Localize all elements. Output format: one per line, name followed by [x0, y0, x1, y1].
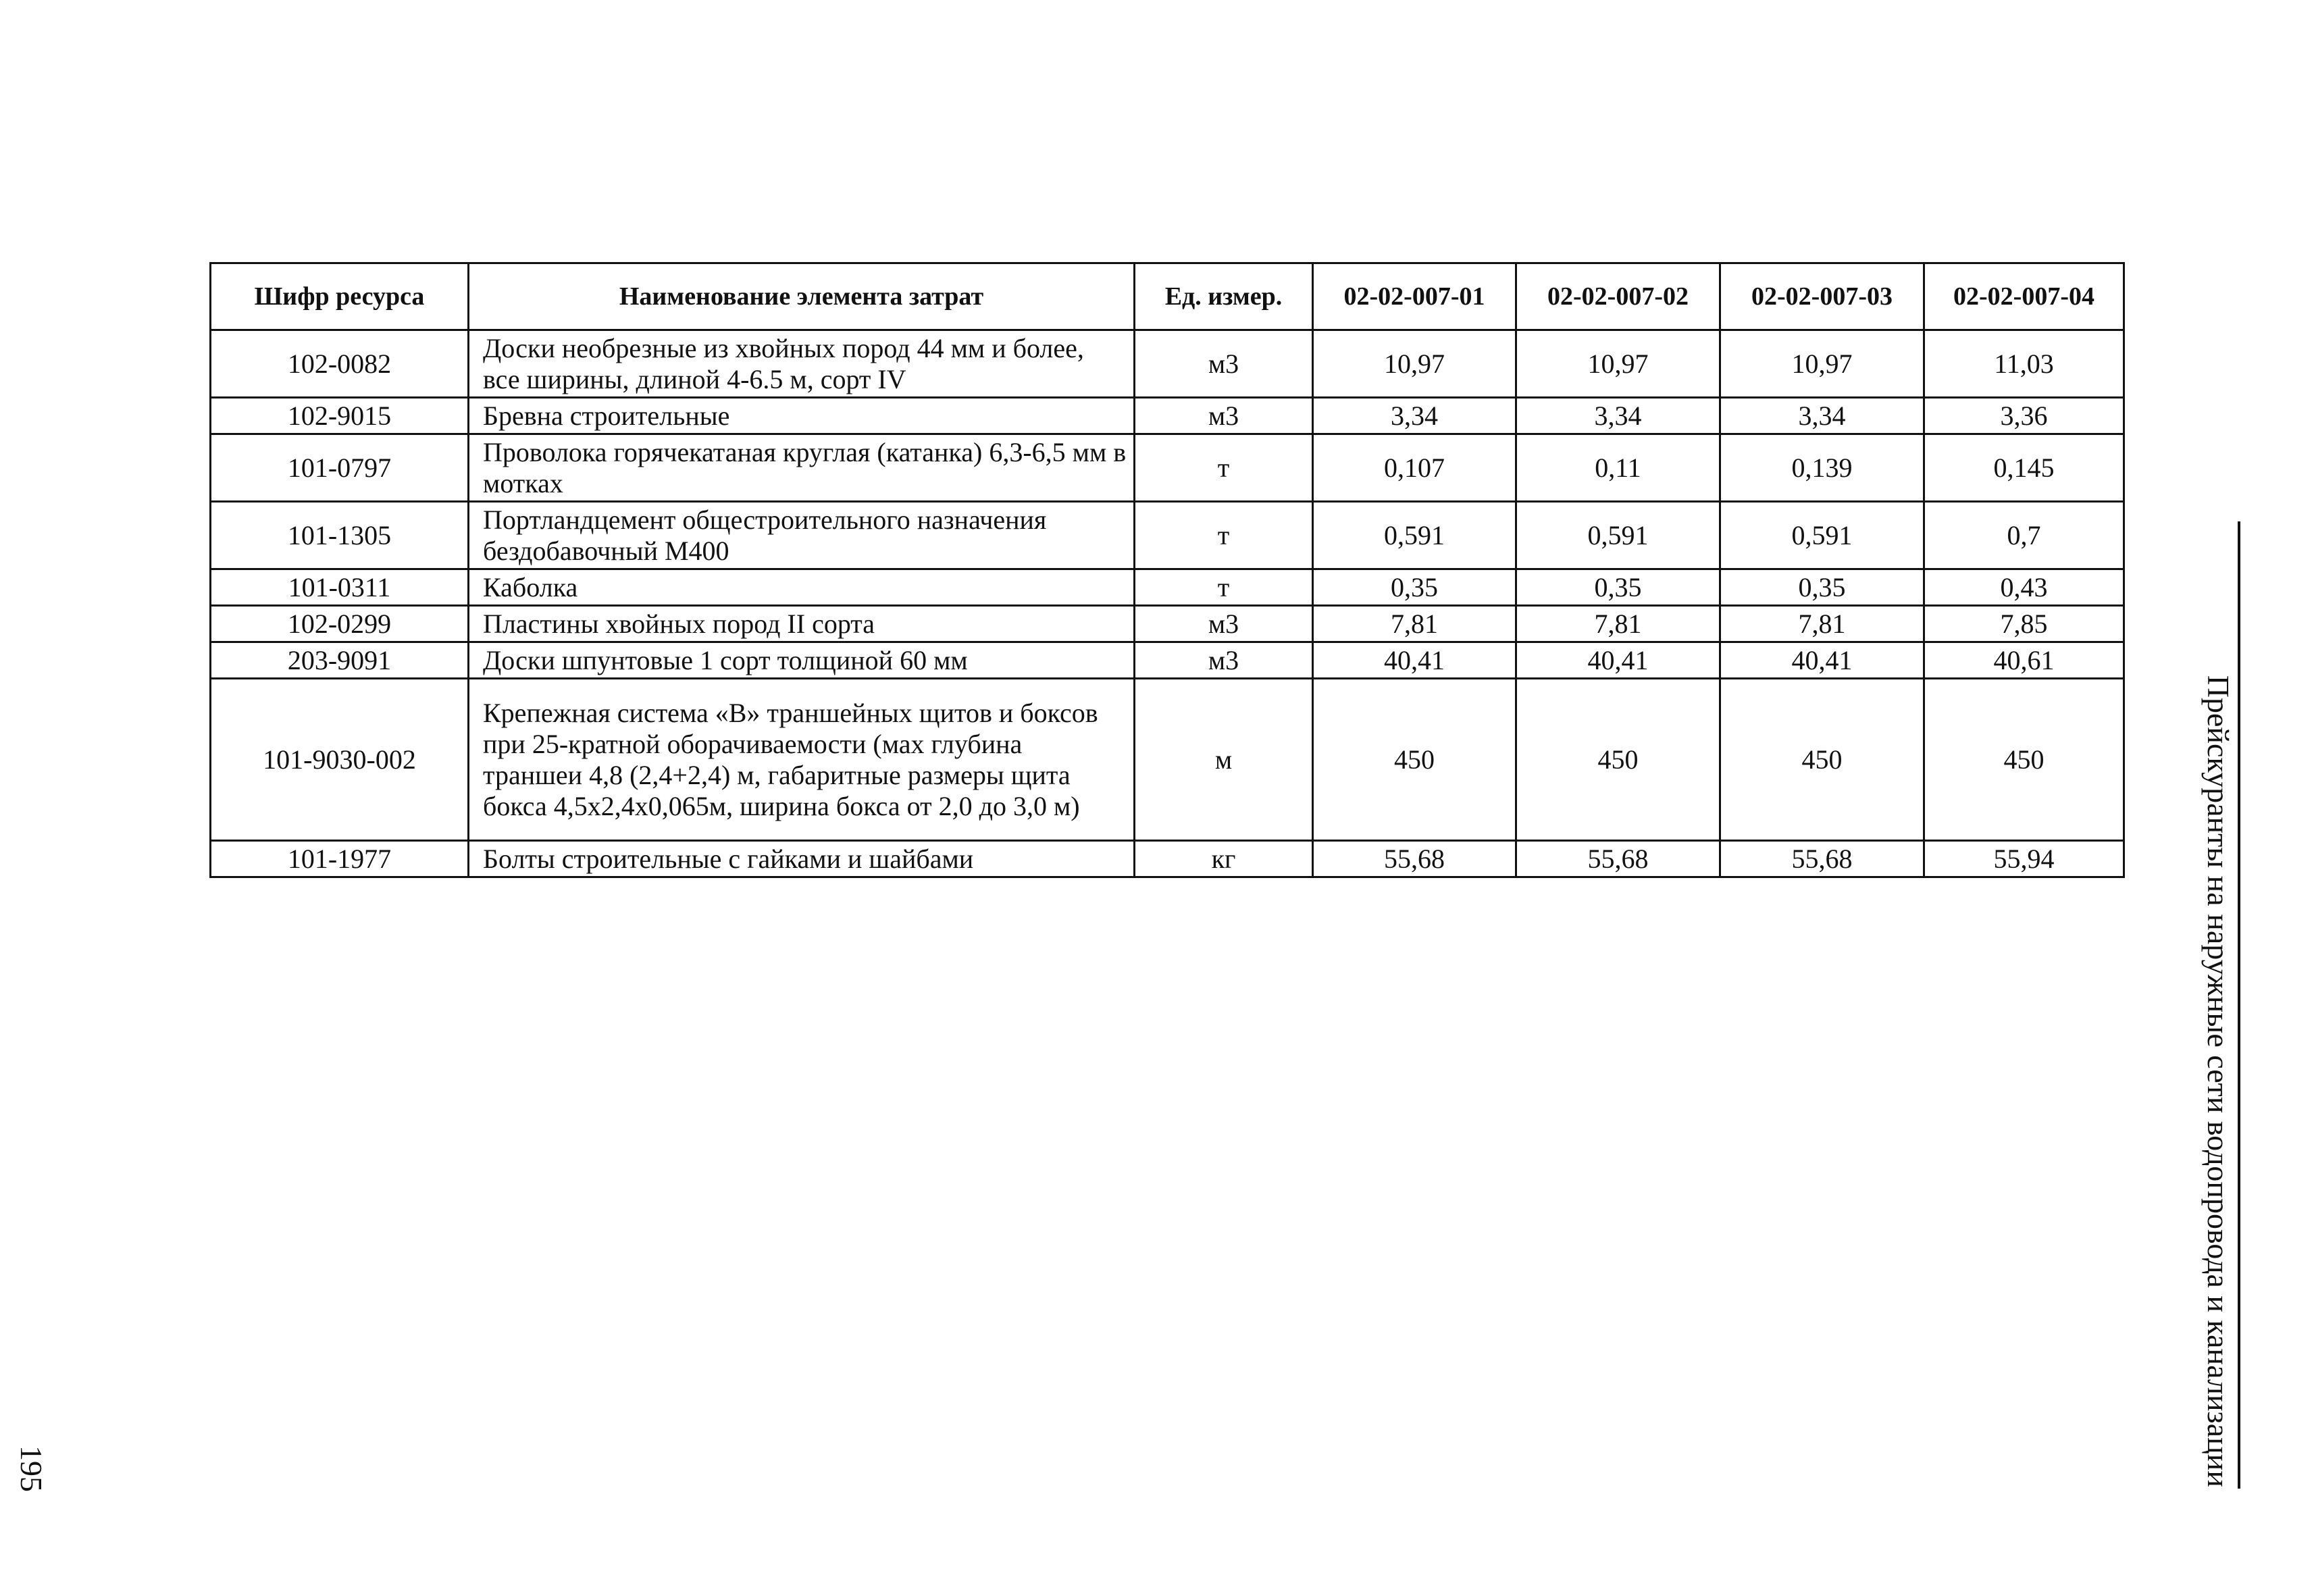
- cell-value-02: 10,97: [1516, 330, 1720, 398]
- side-title-rule: [2238, 521, 2240, 1489]
- cell-value-04: 55,94: [1924, 841, 2124, 877]
- cell-name: Болты строительные с гайками и шайбами: [469, 841, 1135, 877]
- table-row: [211, 434, 2124, 502]
- cell-code: 102-0299: [211, 606, 469, 642]
- header-column-01: 02-02-007-01: [1313, 263, 1516, 330]
- cell-unit: т: [1135, 569, 1313, 606]
- cell-value-02: 7,81: [1516, 606, 1720, 642]
- cell-unit: т: [1135, 434, 1313, 502]
- cell-code: 101-1977: [211, 841, 469, 877]
- cell-value-01: 450: [1313, 679, 1516, 841]
- table-row: [211, 679, 2124, 841]
- cell-value-04: 40,61: [1924, 642, 2124, 679]
- cell-value-02: 0,11: [1516, 434, 1720, 502]
- cell-unit: м: [1135, 679, 1313, 841]
- cell-value-04: 0,145: [1924, 434, 2124, 502]
- header-column-04: 02-02-007-04: [1924, 263, 2124, 330]
- cell-code: 102-0082: [211, 330, 469, 398]
- table-row: [211, 642, 2124, 679]
- cell-value-03: 0,139: [1720, 434, 1924, 502]
- table-header-row: [211, 263, 2124, 330]
- table-row: [211, 398, 2124, 434]
- cell-value-03: 0,591: [1720, 502, 1924, 569]
- cell-name: Бревна строительные: [469, 398, 1135, 434]
- table-row: [211, 330, 2124, 398]
- header-cost-element-name: Наименование элемента затрат: [469, 263, 1135, 330]
- cell-value-01: 55,68: [1313, 841, 1516, 877]
- cell-value-03: 10,97: [1720, 330, 1924, 398]
- cell-value-01: 7,81: [1313, 606, 1516, 642]
- cell-unit: т: [1135, 502, 1313, 569]
- cell-value-03: 7,81: [1720, 606, 1924, 642]
- cell-value-04: 11,03: [1924, 330, 2124, 398]
- resource-cost-table: [209, 262, 2125, 878]
- header-resource-code: Шифр ресурса: [211, 263, 469, 330]
- cell-value-02: 0,35: [1516, 569, 1720, 606]
- cell-code: 101-0797: [211, 434, 469, 502]
- cell-value-03: 450: [1720, 679, 1924, 841]
- cell-value-04: 0,7: [1924, 502, 2124, 569]
- header-unit: Ед. измер.: [1135, 263, 1313, 330]
- table-row: [211, 841, 2124, 877]
- cell-value-01: 0,591: [1313, 502, 1516, 569]
- cell-value-01: 10,97: [1313, 330, 1516, 398]
- cell-unit: кг: [1135, 841, 1313, 877]
- header-column-02: 02-02-007-02: [1516, 263, 1720, 330]
- table-row: [211, 502, 2124, 569]
- cell-value-01: 0,35: [1313, 569, 1516, 606]
- cell-name: Пластины хвойных пород II сорта: [469, 606, 1135, 642]
- cell-value-04: 7,85: [1924, 606, 2124, 642]
- cell-code: 101-9030-002: [211, 679, 469, 841]
- cell-value-03: 0,35: [1720, 569, 1924, 606]
- cell-value-04: 0,43: [1924, 569, 2124, 606]
- cell-code: 203-9091: [211, 642, 469, 679]
- cell-value-01: 0,107: [1313, 434, 1516, 502]
- cell-name: Каболка: [469, 569, 1135, 606]
- cell-unit: м3: [1135, 642, 1313, 679]
- cell-value-04: 3,36: [1924, 398, 2124, 434]
- side-title: Прейскуранты на наружные сети водопровода и канализации: [2201, 675, 2236, 1487]
- cell-code: 102-9015: [211, 398, 469, 434]
- cell-value-03: 40,41: [1720, 642, 1924, 679]
- cell-value-01: 40,41: [1313, 642, 1516, 679]
- cell-value-01: 3,34: [1313, 398, 1516, 434]
- cell-value-02: 55,68: [1516, 841, 1720, 877]
- cell-name: Крепежная система «В» траншейных щитов и боксов при 25-кратной оборачиваемости (мах глубина траншеи 4,8 (2,4+2,4) м, габаритные размеры щита бокса 4,5х2,4х0,065м, ширина бокса от 2,0 до 3,0 м): [469, 679, 1135, 841]
- cell-code: 101-0311: [211, 569, 469, 606]
- cell-unit: м3: [1135, 398, 1313, 434]
- cell-name: Проволока горячекатаная круглая (катанка) 6,3-6,5 мм в мотках: [469, 434, 1135, 502]
- header-column-03: 02-02-007-03: [1720, 263, 1924, 330]
- cell-code: 101-1305: [211, 502, 469, 569]
- cell-name: Портландцемент общестроительного назначения бездобавочный М400: [469, 502, 1135, 569]
- cell-value-02: 40,41: [1516, 642, 1720, 679]
- cell-unit: м3: [1135, 606, 1313, 642]
- cell-value-03: 3,34: [1720, 398, 1924, 434]
- table-row: [211, 606, 2124, 642]
- cell-value-02: 0,591: [1516, 502, 1720, 569]
- table-row: [211, 569, 2124, 606]
- cell-unit: м3: [1135, 330, 1313, 398]
- cell-name: Доски шпунтовые 1 сорт толщиной 60 мм: [469, 642, 1135, 679]
- cell-value-04: 450: [1924, 679, 2124, 841]
- cell-value-02: 450: [1516, 679, 1720, 841]
- cell-value-02: 3,34: [1516, 398, 1720, 434]
- cell-name: Доски необрезные из хвойных пород 44 мм и более, все ширины, длиной 4-6.5 м, сорт IV: [469, 330, 1135, 398]
- cell-value-03: 55,68: [1720, 841, 1924, 877]
- page-number: 195: [14, 1445, 49, 1492]
